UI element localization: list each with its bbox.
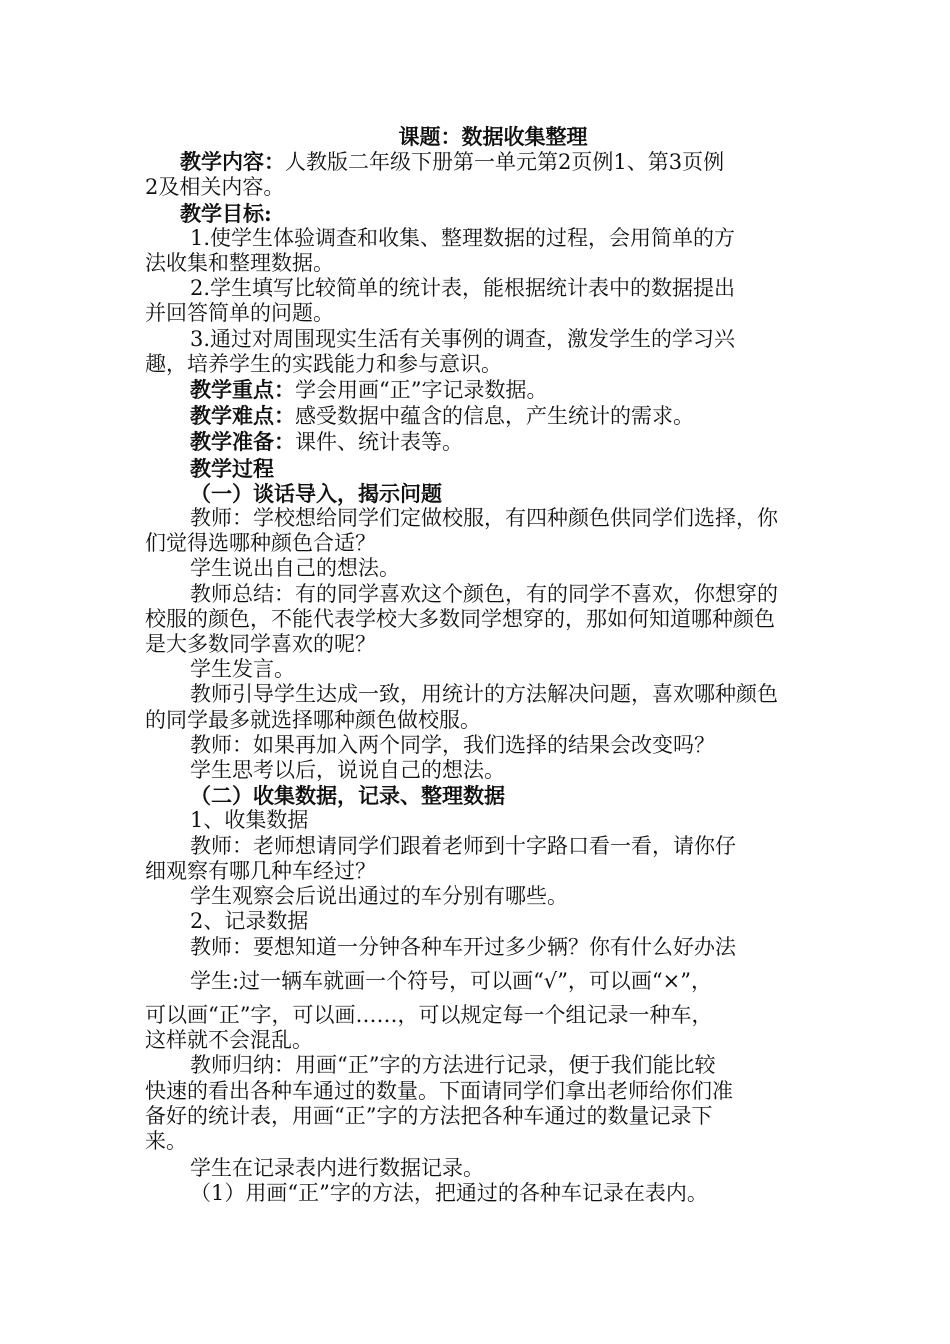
preparation (145, 429, 811, 455)
goal-3-cont: 趣，培养学生的实践能力和参与意识。 (145, 351, 502, 376)
goal-2: 2.学生填写比较简单的统计表，能根据统计表中的数据提出 (190, 276, 736, 301)
key-point-text: 学会用画“正”字记录数据。 (295, 378, 548, 403)
teaching-content (145, 149, 811, 175)
paragraph-cont: 们觉得选哪种颜色合适？ (145, 531, 376, 556)
goal-1: 1.使学生体验调查和收集、整理数据的过程，会用简单的方 (190, 225, 736, 250)
paragraph-cont: 这样就不会混乱。 (145, 1028, 313, 1053)
subsection-heading: 2、记录数据 (190, 909, 309, 934)
paragraph: 学生观察会后说出通过的车分别有哪些。 (190, 884, 568, 909)
teaching-content-cont: 2及相关内容。 (145, 175, 285, 200)
paragraph: 教师：如果再加入两个同学，我们选择的结果会改变吗？ (190, 732, 715, 757)
goal-1-cont: 法收集和整理数据。 (145, 251, 334, 276)
difficult-point-text: 感受数据中蕴含的信息，产生统计的需求。 (295, 404, 694, 429)
paragraph: （1）用画“正”字的方法，把通过的各种车记录在表内。 (190, 1181, 708, 1206)
paragraph-cont: 的同学最多就选择哪种颜色做校服。 (145, 707, 481, 732)
preparation-text: 课件、统计表等。 (295, 430, 463, 455)
paragraph: 学生在记录表内进行数据记录。 (190, 1156, 484, 1181)
paragraph-cont: 可以画“正”字，可以画……，可以规定每一个组记录一种车， (145, 1002, 713, 1027)
preparation-label: 教学准备： (190, 429, 295, 455)
paragraph: 学生发言。 (190, 657, 295, 682)
paragraph: 教师引导学生达成一致，用统计的方法解决问题，喜欢哪种颜色 (190, 682, 778, 707)
goal-3: 3.通过对周围现实生活有关事例的调查，激发学生的学习兴 (190, 326, 736, 351)
key-point-label: 教学重点： (190, 377, 295, 403)
subsection-heading: 1、收集数据 (190, 808, 309, 833)
paragraph: 学生:过一辆车就画一个符号，可以画“√”，可以画“×”， (190, 968, 712, 993)
teaching-goals-heading: 教学目标: (180, 200, 272, 226)
paragraph-cont: 备好的统计表，用画“正”字的方法把各种车通过的数量记录下 (145, 1103, 713, 1128)
key-point (145, 377, 811, 403)
section-1-heading: （一）谈话导入，揭示问题 (190, 480, 442, 506)
paragraph: 教师：学校想给同学们定做校服，有四种颜色供同学们选择，你 (190, 506, 778, 531)
paragraph-cont: 细观察有哪几种车经过？ (145, 858, 376, 883)
section-2-heading: （二）收集数据，记录、整理数据 (190, 783, 505, 809)
paragraph-cont: 快速的看出各种车通过的数量。下面请同学们拿出老师给你们准 (145, 1078, 733, 1103)
teaching-content-text: 人教版二年级下册第一单元第2页例1、第3页例 (285, 150, 725, 175)
difficult-point (145, 403, 811, 429)
document-title: 课题：数据收集整理 (398, 124, 588, 149)
paragraph: 教师：老师想请同学们跟着老师到十字路口看一看，请你仔 (190, 833, 736, 858)
goal-2-cont: 并回答简单的问题。 (145, 301, 334, 326)
paragraph-cont: 校服的颜色，不能代表学校大多数同学想穿的，那如何知道哪种颜色 (145, 606, 775, 631)
paragraph: 教师归纳：用画“正”字的方法进行记录，便于我们能比较 (190, 1053, 716, 1078)
paragraph: 学生思考以后，说说自己的想法。 (190, 758, 505, 783)
paragraph: 教师总结：有的同学喜欢这个颜色，有的同学不喜欢，你想穿的 (190, 581, 778, 606)
paragraph-cont: 来。 (145, 1128, 187, 1153)
lesson-plan-document (145, 124, 811, 1207)
difficult-point-label: 教学难点： (190, 403, 295, 429)
paragraph: 教师：要想知道一分钟各种车开过多少辆？你有什么好办法 (190, 934, 736, 959)
paragraph-cont: 是大多数同学喜欢的呢？ (145, 632, 376, 657)
process-heading: 教学过程 (190, 455, 274, 481)
teaching-content-label: 教学内容： (180, 149, 285, 175)
paragraph: 学生说出自己的想法。 (190, 556, 400, 581)
